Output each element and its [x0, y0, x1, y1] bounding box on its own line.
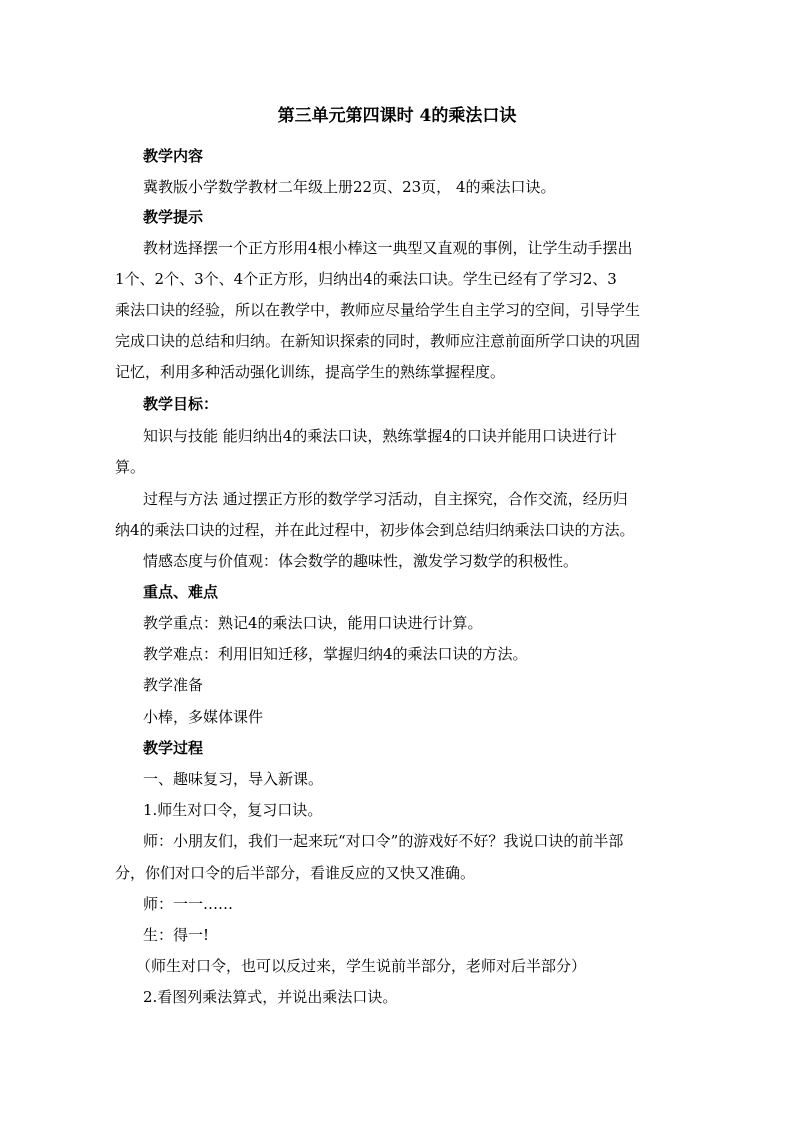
paragraph-line: 1.师生对口令，复习口诀。: [143, 801, 323, 819]
paragraph-line: 情感态度与价值观：体会数学的趣味性，激发学习数学的积极性。: [143, 552, 579, 570]
paragraph-line: 师：一一……: [143, 895, 234, 913]
paragraph-line: 师：小朋友们，我们一起来玩“对口令”的游戏好不好？我说口诀的前半部: [143, 832, 624, 850]
paragraph-line: 2.看图列乘法算式，并说出乘法口诀。: [143, 988, 398, 1006]
paragraph-line: 教材选择摆一个正方形用4根小棒这一典型又直观的事例，让学生动手摆出: [143, 239, 633, 257]
paragraph-line: 生：得一!: [143, 926, 210, 944]
paragraph-line: 一、趣味复习，导入新课。: [143, 770, 324, 788]
document-title: 第三单元第四课时 4的乘法口诀: [277, 106, 517, 126]
paragraph-line: 算。: [115, 458, 146, 476]
paragraph-line: 乘法口诀的经验，所以在教学中，教师应尽量给学生自主学习的空间，引导学生: [115, 301, 641, 319]
paragraph-line: 冀教版小学数学教材二年级上册22页、23页， 4的乘法口诀。: [143, 178, 556, 196]
paragraph-line: 教学重点：熟记4的乘法口诀，能用口诀进行计算。: [143, 614, 483, 632]
heading-teaching-goals: 教学目标：: [143, 395, 219, 413]
paragraph-line: 教学难点：利用旧知迁移，掌握归纳4的乘法口诀的方法。: [143, 645, 528, 663]
heading-preparation: 教学准备: [143, 676, 204, 694]
paragraph-line: 纳4的乘法口诀的过程，并在此过程中，初步体会到总结归纳乘法口诀的方法。: [115, 521, 635, 539]
paragraph-line: 过程与方法 通过摆正方形的数学学习活动，自主探究，合作交流，经历归: [143, 490, 628, 508]
paragraph-line: 小棒，多媒体课件: [143, 708, 264, 726]
heading-teaching-process: 教学过程: [143, 739, 204, 757]
paragraph-line: 完成口诀的总结和归纳。在新知识探索的同时，教师应注意前面所学口诀的巩固: [115, 332, 641, 350]
heading-key-points: 重点、难点: [143, 583, 219, 601]
paragraph-line: （师生对口令，也可以反过来，学生说前半部分，老师对后半部分）: [136, 957, 587, 975]
heading-teaching-hint: 教学提示: [143, 208, 204, 226]
paragraph-line: 知识与技能 能归纳出4的乘法口诀，熟练掌握4的口诀并能用口诀进行计: [143, 427, 617, 445]
paragraph-line: 记忆，利用多种活动强化训练，提高学生的熟练掌握程度。: [115, 363, 506, 381]
paragraph-line: 分，你们对口令的后半部分，看谁反应的又快又准确。: [115, 864, 476, 882]
paragraph-line: 1个、2个、3个、4个正方形，归纳出4的乘法口诀。学生已经有了学习2、3: [115, 270, 617, 288]
heading-teaching-content: 教学内容: [143, 147, 204, 165]
